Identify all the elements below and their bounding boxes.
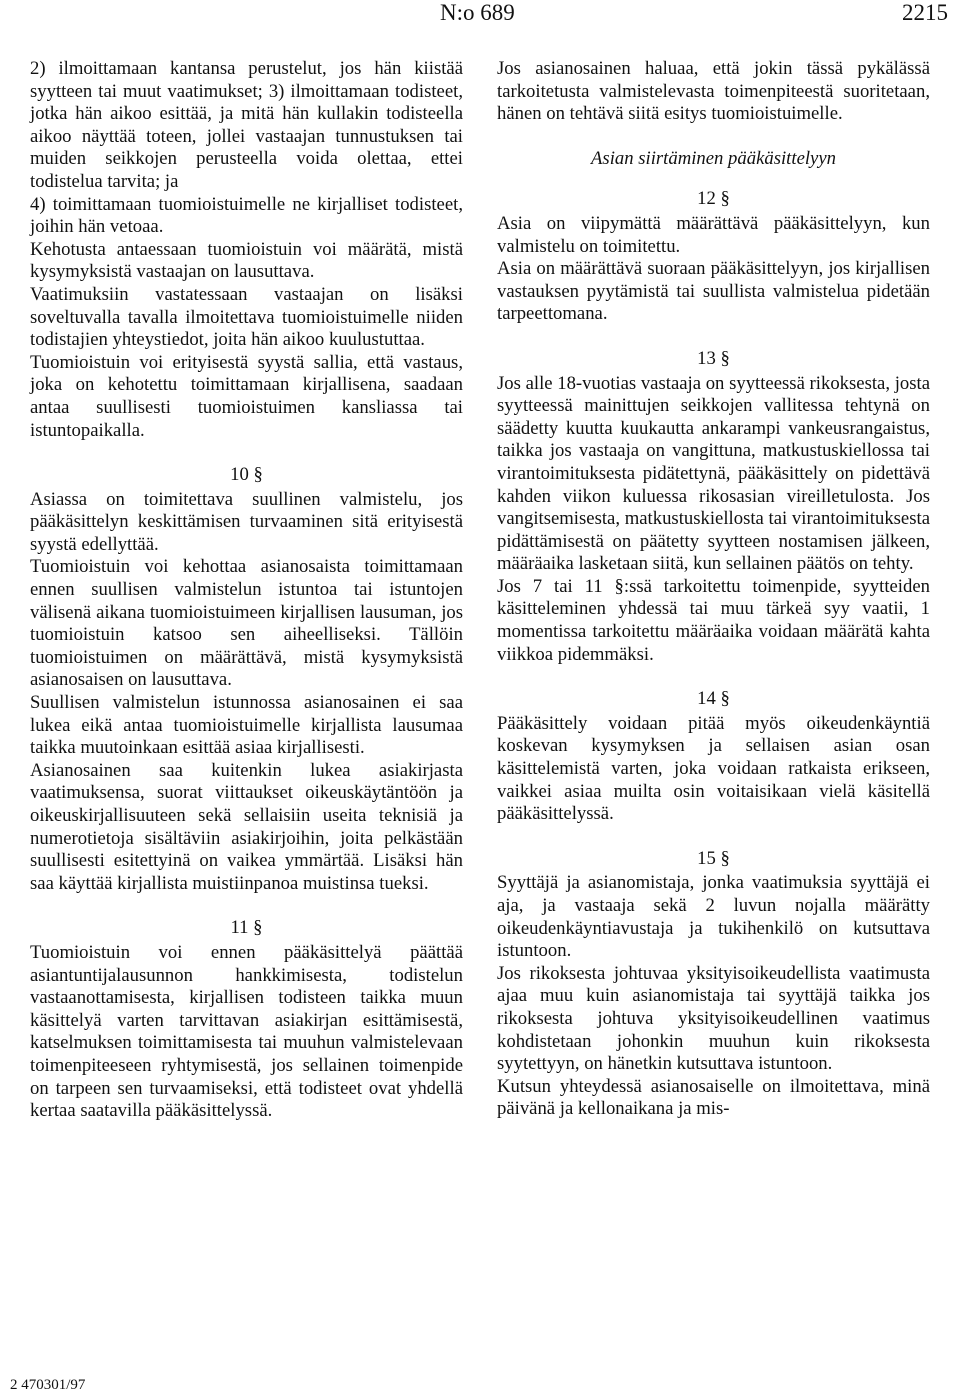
paragraph: Jos rikoksesta johtuvaa yksityisoikeudellista vaatimusta ajaa muu kuin asianomistaja tai syyttäjä taikka jos rikoksesta johtuva yksityisoikeudellinen vaatimus kohdistetaan johonkin muuhun kuin rikoksesta syytettyyn, on hänetkin kutsuttava istuntoon. (497, 962, 930, 1075)
right-column (497, 58, 930, 1121)
paragraph: Syyttäjä ja asianomistaja, jonka vaatimuksia syyttäjä ei aja, ja vastaaja sekä 2 luvun nojalla määrätty oikeudenkäyntiavustaja ja tukihenkilö on kutsuttava istuntoon. (497, 872, 930, 962)
paragraph: Tuomioistuin voi ennen pääkäsittelyä päättää asiantuntijalausunnon hankkimisesta, todistelun vastaanottamisesta, kirjallisen todisteen taikka muun käsittelyä varten tarvittavan asiakirjan esittämisestä, katselmuksen toimittamisesta tai muuhun valmistelevaan toimenpiteeseen ryhtymisestä, jos sellainen toimenpide on tarpeen sen turvaamiseksi, että todisteet ovat yhdellä kertaa saatavilla pääkäsittelyssä. (30, 941, 463, 1122)
paragraph: Jos 7 tai 11 §:ssä tarkoitettu toimenpide, syytteiden käsitteleminen yhdessä tai muu tärkeä syy vaatii, 1 momentissa tarkoitettu määräaika voidaan määrätä kahta viikkoa pidemmäksi. (497, 575, 930, 665)
section-heading-14: 14 § (697, 688, 730, 710)
chapter-heading: Asian siirtäminen pääkäsittelyyn (591, 147, 836, 169)
section-heading-11: 11 § (230, 917, 263, 939)
section-heading-13: 13 § (697, 347, 730, 369)
paragraph: Pääkäsittely voidaan pitää myös oikeudenkäyntiä koskevan kysymyksen ja sellaisen asian osan käsittelemistä varten, joka voidaan ratkaista erikseen, vaikkei asiaa muilta osin voitaisikaan vielä käsitellä pääkäsittelyssä. (497, 712, 930, 825)
paragraph: Asiassa on toimitettava suullinen valmistelu, jos pääkäsittelyn keskittämisen turvaaminen sitä erityisestä syystä edellyttää. (30, 488, 463, 555)
paragraph: Asianosainen saa kuitenkin lukea asiakirjasta vaatimuksensa, suorat viittaukset oikeuskäytäntöön ja oikeuskirjallisuuteen sekä sellaisiin useita teknisiä ja numerotietoja sisältäviin asiakirjoihin, joita pelkästään suullisesti esitettyinä on vaikea ymmärtää. Lisäksi hän saa käyttää kirjallista muistiinpanoa muistinsa tueksi. (30, 759, 463, 894)
section-heading-15: 15 § (697, 847, 730, 869)
paragraph: Kehotusta antaessaan tuomioistuin voi määrätä, mistä kysymyksistä vastaajan on lausuttava. (30, 238, 463, 283)
paragraph: 2) ilmoittamaan kantansa perustelut, jos hän kiistää syytteen tai muut vaatimukset; 3) ilmoittamaan todisteet, jotka hän aikoo esittää, ja mitä hän kullakin todisteella aikoo näyttää toteen, jollei vastaajan tunnustuksen tai muiden seikkojen perusteella voida olettaa, ettei todistelua tarvita; ja (30, 58, 463, 192)
paragraph: Kutsun yhteydessä asianosaiselle on ilmoitettava, minä päivänä ja kellonaikana ja mis- (497, 1075, 930, 1120)
left-column (30, 58, 463, 1123)
paragraph: Jos asianosainen haluaa, että jokin tässä pykälässä tarkoitetusta valmistelevasta toimenpiteestä suoritetaan, hänen on tehtävä siitä esitys tuomioistuimelle. (497, 58, 930, 125)
section-heading-12: 12 § (697, 188, 730, 210)
paragraph: Tuomioistuin voi kehottaa asianosaista toimittamaan ennen suullisen valmistelun istuntoa tai istuntojen välisenä aikana tuomioistuimeen kirjallisen lausuman, jos tuomioistuin katsoo sen aiheelliseksi. Tällöin tuomioistuimen on määrättävä, mistä kysymyksistä asianosaisen on lausuttava. (30, 556, 463, 691)
document-number: N:o 689 (440, 0, 515, 25)
paragraph: Asia on viipymättä määrättävä pääkäsittelyyn, kun valmistelu on toimitettu. (497, 212, 930, 257)
paragraph: Jos alle 18-vuotias vastaaja on syytteessä rikoksesta, josta syytteessä mainittujen seikkojen vallitessa tehtynä on säädetty kuutta kuukautta ankarampi vankeusrangaistus, taikka jos vastaaja on vangittuna, matkustuskiellossa tai virantoimituksesta pidätettynä, pääkäsittely on pidettävä kahden viikon kuluessa rikosasian vireilletulosta. Jos vangitsemisesta, matkustuskiellosta tai virantoimituksesta pidättämisestä on päätetty syytteen nostamisen jälkeen, määräaika lasketaan siitä, kun sellainen päätös on tehty. (497, 372, 930, 575)
paragraph: Tuomioistuin voi erityisestä syystä sallia, että vastaus, joka on kehotettu toimittamaan kirjallisena, saadaan antaa suullisesti tuomioistuimen kansliassa tai istuntopaikalla. (30, 351, 463, 441)
section-heading-10: 10 § (230, 464, 263, 486)
paragraph: Asia on määrättävä suoraan pääkäsittelyyn, jos kirjallisen vastauksen pyytämistä tai suullista valmistelua pidetään tarpeettomana. (497, 258, 930, 325)
paragraph: Suullisen valmistelun istunnossa asianosainen ei saa lukea eikä antaa tuomioistuimelle kirjallista lausumaa taikka muutoinkaan esittää asiaa kirjallisesti. (30, 692, 463, 759)
page-number: 2215 (902, 0, 948, 25)
paragraph: 4) toimittamaan tuomioistuimelle ne kirjalliset todisteet, joihin hän vetoaa. (30, 193, 463, 238)
paragraph: Vaatimuksiin vastatessaan vastaajan on lisäksi soveltuvalla tavalla ilmoitettava tuomioistuimelle niiden todistajien yhteystiedot, joita hän aikoo kuulustuttaa. (30, 283, 463, 351)
footer-code: 2 470301/97 (10, 1377, 86, 1393)
